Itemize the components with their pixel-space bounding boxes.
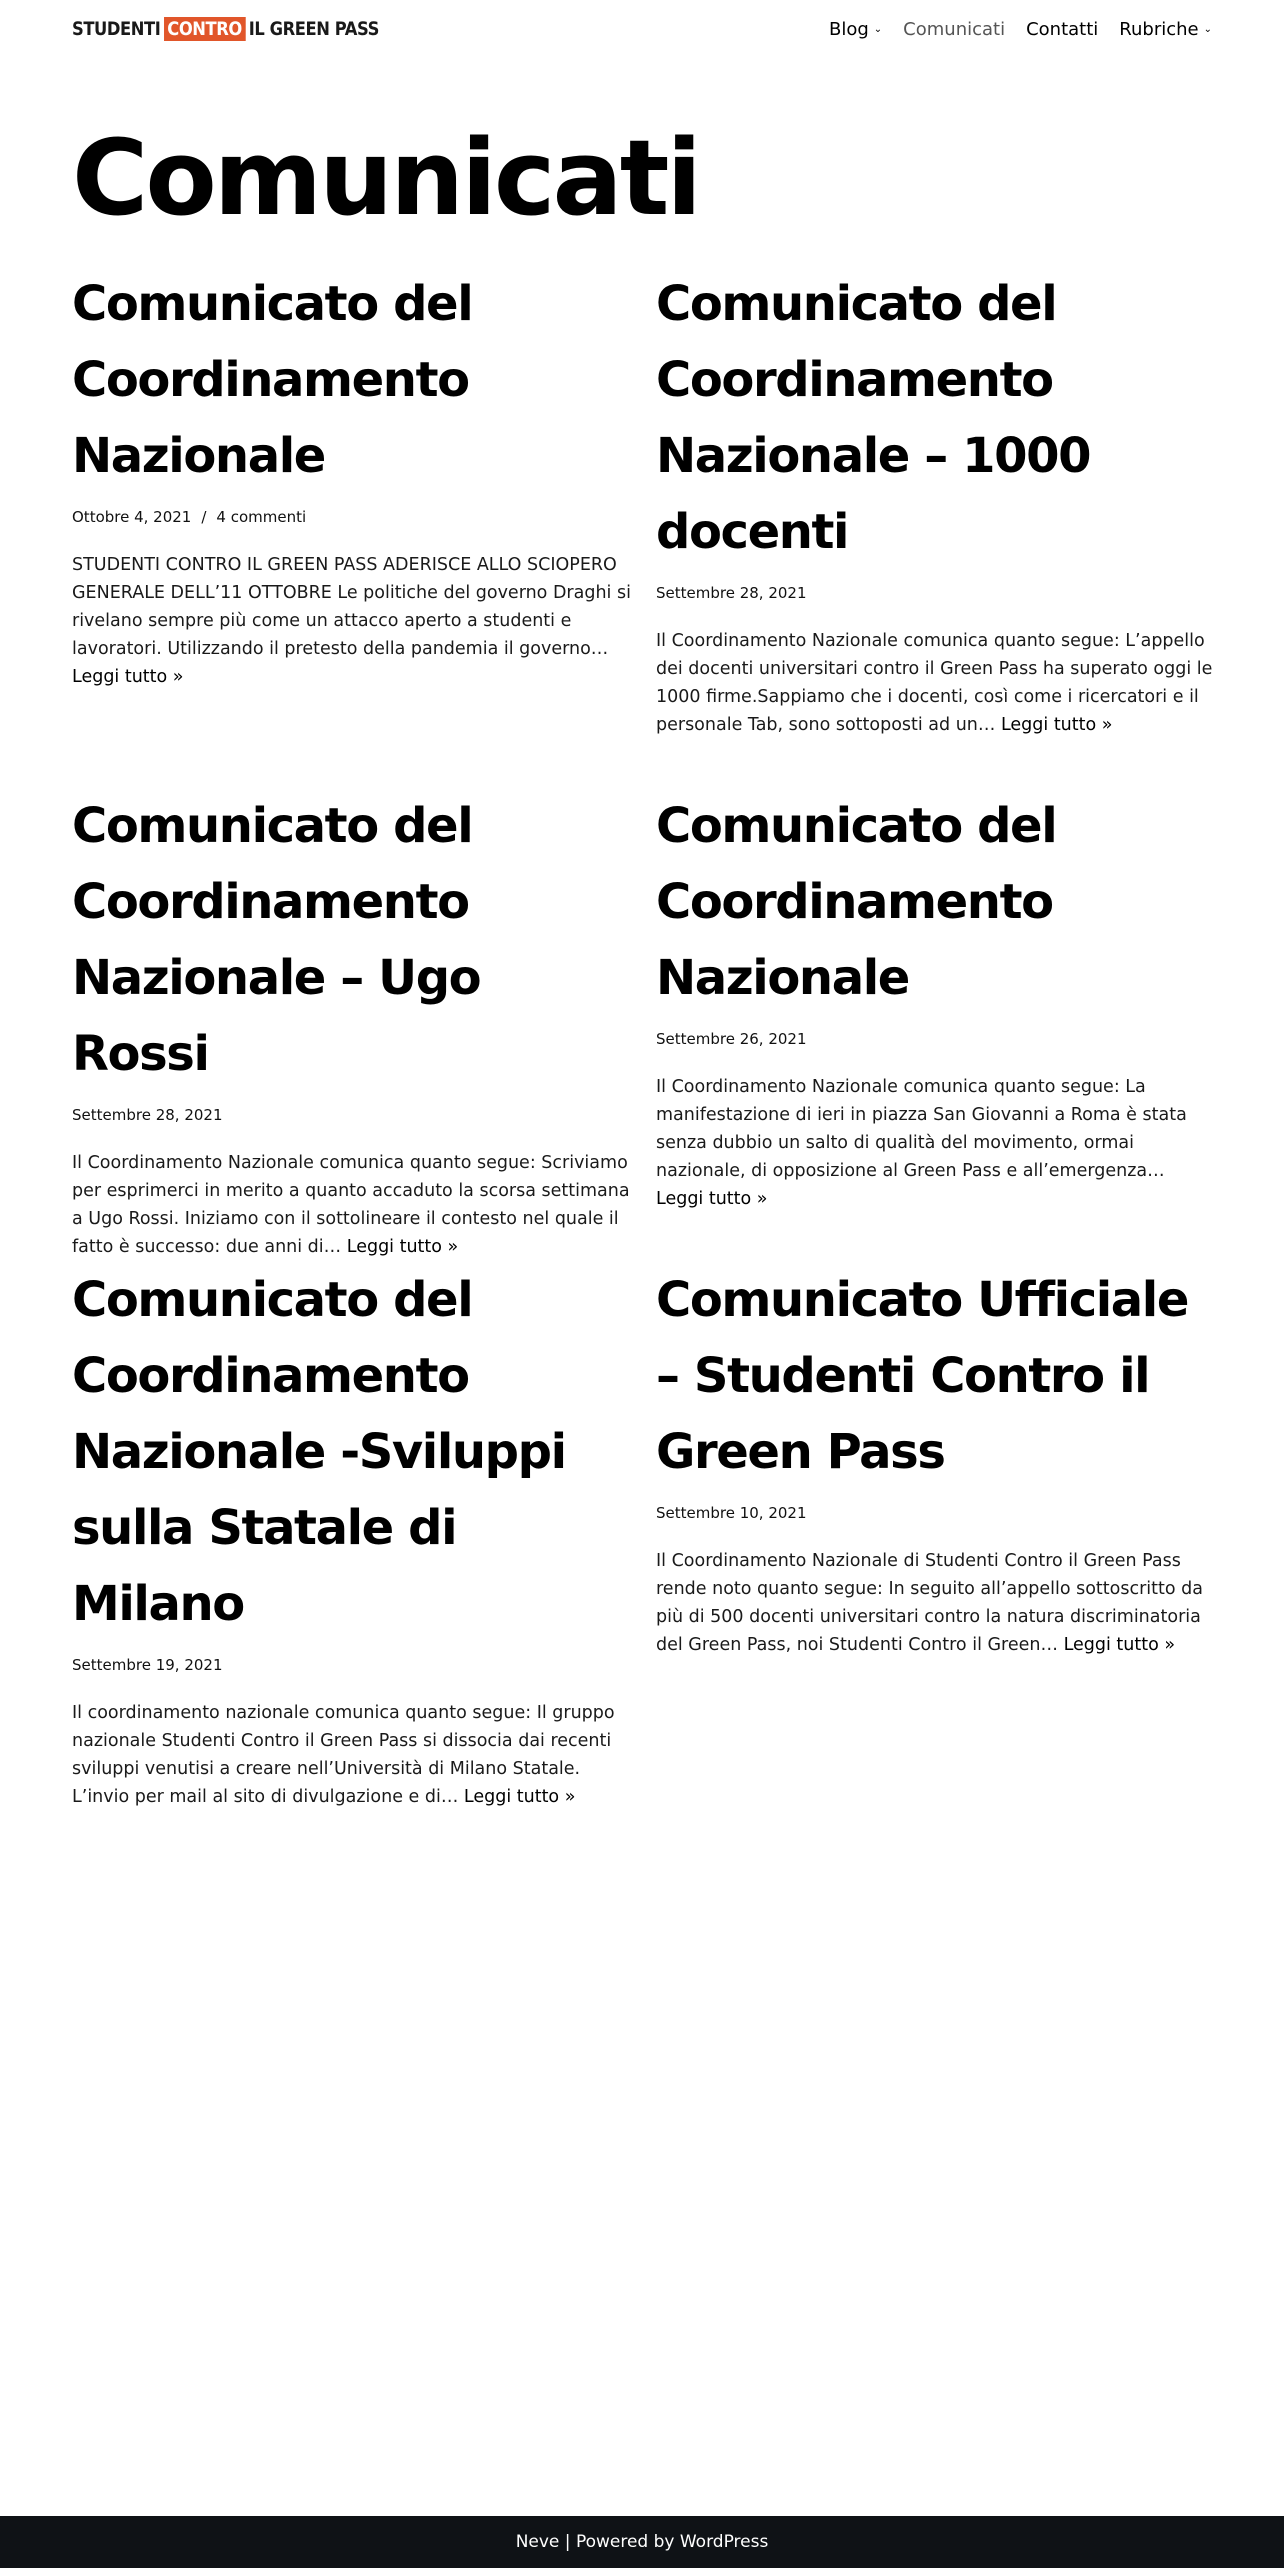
post-meta	[72, 1105, 632, 1125]
post-meta	[656, 1503, 1216, 1523]
post-card	[656, 266, 1216, 739]
post-title[interactable]: Comunicato del Coordinamento Nazionale -Sviluppi sulla Statale di Milano	[72, 1272, 566, 1632]
post-excerpt-text: Il Coordinamento Nazionale comunica quanto segue: L’appello dei docenti universitari contro il Green Pass ha superato oggi le 1000 firme.Sappiamo che i docenti, così come i ricercatori e il personale Tab, sono sottoposti ad un…	[656, 631, 1213, 735]
post-excerpt-text: STUDENTI CONTRO IL GREEN PASS ADERISCE ALLO SCIOPERO GENERALE DELL’11 OTTOBRE Le politiche del governo Draghi si rivelano sempre più come un attacco aperto a studenti e lavoratori. Utilizzando il pretesto della pandemia il governo…	[72, 555, 631, 659]
post-card	[656, 1262, 1216, 1659]
post-title[interactable]: Comunicato del Coordinamento Nazionale – 1000 docenti	[656, 276, 1091, 560]
post-meta	[72, 507, 632, 527]
nav-item-rubriche[interactable]	[1119, 19, 1212, 40]
post-excerpt-text: Il coordinamento nazionale comunica quanto segue: Il gruppo nazionale Studenti Contro il Green Pass si dissocia dai recenti sviluppi venutisi a creare nell’Università di Milano Statale. L’invio per mail al sito di divulgazione e di…	[72, 1703, 615, 1807]
post-meta	[72, 1655, 632, 1675]
logo-text-contro: CONTRO	[164, 17, 245, 41]
read-more-link[interactable]: Leggi tutto »	[346, 1237, 459, 1257]
post-card	[72, 1262, 632, 1811]
post-title[interactable]: Comunicato Ufficiale – Studenti Contro il Green Pass	[656, 1272, 1188, 1480]
read-more-link[interactable]: Leggi tutto »	[656, 1189, 768, 1209]
logo-text-studenti: STUDENTI	[72, 18, 161, 40]
post-excerpt	[72, 1149, 632, 1261]
post-card	[656, 788, 1216, 1213]
footer-separator: |	[564, 2532, 571, 2552]
post-excerpt-text: Il Coordinamento Nazionale comunica quanto segue: La manifestazione di ieri in piazza San Giovanni a Roma è stata senza dubbio un salto di qualità del movimento, ormai nazionale, di opposizione al Green Pass e all’emergenza…	[656, 1077, 1187, 1181]
footer-powered-link[interactable]: Powered by WordPress	[575, 2532, 769, 2552]
post-meta	[656, 583, 1216, 603]
nav-label-comunicati: Comunicati	[903, 18, 1006, 40]
footer-theme-link[interactable]: Neve	[515, 2532, 560, 2552]
nav-item-blog[interactable]	[829, 19, 882, 40]
main-nav	[829, 0, 1212, 58]
post-excerpt	[72, 1699, 632, 1811]
meta-separator: /	[201, 508, 207, 526]
post-title[interactable]: Comunicato del Coordinamento Nazionale	[72, 276, 473, 484]
post-excerpt	[656, 1547, 1216, 1659]
post-card	[72, 266, 632, 691]
logo-text-green-pass: IL GREEN PASS	[248, 18, 379, 40]
post-date[interactable]: Settembre 10, 2021	[656, 1504, 807, 1522]
post-excerpt-text: Il Coordinamento Nazionale comunica quanto segue: Scriviamo per esprimerci in merito a quanto accaduto la scorsa settimana a Ugo Rossi. Iniziamo con il sottolineare il contesto nel quale il fatto è successo: due anni di…	[72, 1153, 630, 1257]
post-date[interactable]: Settembre 19, 2021	[72, 1656, 223, 1674]
post-title[interactable]: Comunicato del Coordinamento Nazionale	[656, 798, 1057, 1006]
post-card	[72, 788, 632, 1261]
post-date[interactable]: Settembre 28, 2021	[72, 1106, 223, 1124]
post-title[interactable]: Comunicato del Coordinamento Nazionale – Ugo Rossi	[72, 798, 481, 1082]
read-more-link[interactable]: Leggi tutto »	[463, 1787, 576, 1807]
post-comments-link[interactable]: 4 commenti	[216, 508, 307, 526]
site-logo[interactable]	[72, 16, 379, 42]
nav-label-blog: Blog	[828, 18, 869, 40]
page-title: Comunicati	[72, 117, 700, 239]
post-meta	[656, 1029, 1216, 1049]
chevron-down-icon[interactable]: ⌄	[1203, 23, 1212, 35]
post-excerpt-text: Il Coordinamento Nazionale di Studenti Contro il Green Pass rende noto quanto segue: In seguito all’appello sottoscritto da più di 500 docenti universitari contro la natura discriminatoria del Green Pass, noi Studenti Contro il Green…	[656, 1551, 1203, 1655]
nav-item-comunicati[interactable]	[903, 19, 1005, 40]
read-more-link[interactable]: Leggi tutto »	[72, 667, 184, 687]
post-date[interactable]: Settembre 28, 2021	[656, 584, 807, 602]
read-more-link[interactable]: Leggi tutto »	[1063, 1635, 1176, 1655]
site-header	[0, 0, 1284, 58]
site-footer	[0, 2516, 1284, 2568]
read-more-link[interactable]: Leggi tutto »	[1000, 715, 1113, 735]
post-date[interactable]: Settembre 26, 2021	[656, 1030, 807, 1048]
nav-label-contatti: Contatti	[1026, 18, 1099, 40]
chevron-down-icon[interactable]: ⌄	[873, 23, 883, 35]
post-excerpt	[72, 551, 632, 691]
post-excerpt	[656, 1073, 1216, 1213]
post-date[interactable]: Ottobre 4, 2021	[72, 508, 192, 526]
nav-label-rubriche: Rubriche	[1119, 18, 1199, 40]
nav-item-contatti[interactable]	[1026, 19, 1098, 40]
post-excerpt	[656, 627, 1216, 739]
